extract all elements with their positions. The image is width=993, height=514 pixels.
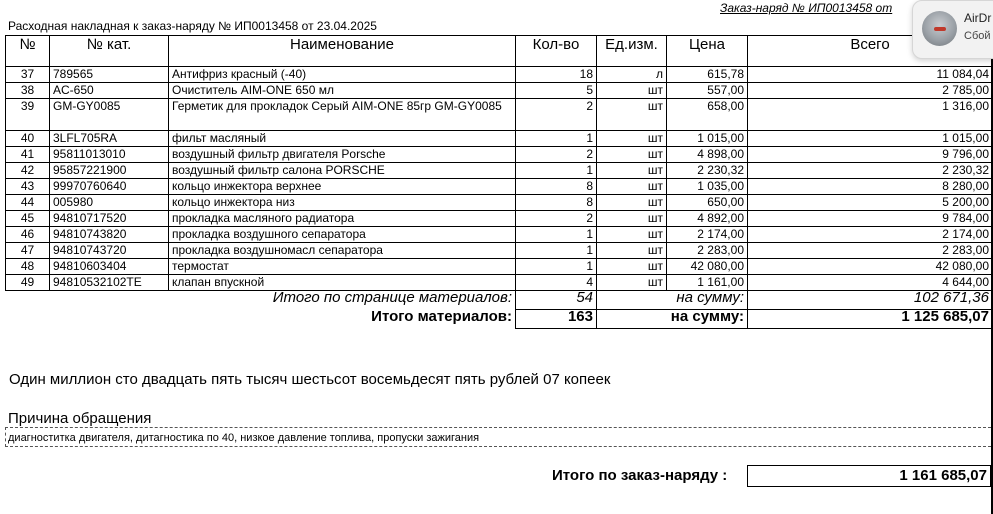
quantity: 8	[516, 179, 597, 195]
row-number: 39	[6, 99, 50, 131]
unit: шт	[597, 131, 667, 147]
quantity: 8	[516, 195, 597, 211]
quantity: 1	[516, 243, 597, 259]
item-name: Герметик для прокладок Серый AIM-ONE 85гр GM-GY0085	[169, 99, 516, 131]
line-total: 1 015,00	[748, 131, 993, 147]
total-summary-row	[6, 310, 993, 329]
quantity: 4	[516, 275, 597, 291]
quantity: 5	[516, 83, 597, 99]
price: 4 898,00	[667, 147, 748, 163]
col-header-catalog: № кат.	[50, 36, 169, 67]
table-row	[6, 195, 993, 211]
unit: шт	[597, 195, 667, 211]
line-total: 11 084,04	[748, 67, 993, 83]
item-name: термостат	[169, 259, 516, 275]
price: 2 283,00	[667, 243, 748, 259]
table-header-row	[6, 36, 993, 67]
line-total: 2 230,32	[748, 163, 993, 179]
unit: шт	[597, 211, 667, 227]
reason-text: диагноститка двигателя, дитагностика по 40, низкое давление топлива, пропуски зажигания	[5, 427, 991, 447]
item-name: Антифриз красный (-40)	[169, 67, 516, 83]
total-summary-sum: 1 125 685,07	[748, 310, 993, 329]
row-number: 41	[6, 147, 50, 163]
item-name: Очиститель AIM-ONE 650 мл	[169, 83, 516, 99]
item-name: прокладка масляного радиатора	[169, 211, 516, 227]
catalog-number: GM-GY0085	[50, 99, 169, 131]
grand-total-label: Итого по заказ-наряду :	[552, 467, 728, 484]
line-total: 2 174,00	[748, 227, 993, 243]
line-total: 9 784,00	[748, 211, 993, 227]
page-summary-row	[6, 291, 993, 310]
item-name: кольцо инжектора верхнее	[169, 179, 516, 195]
row-number: 42	[6, 163, 50, 179]
table-row	[6, 179, 993, 195]
line-total: 9 796,00	[748, 147, 993, 163]
unit: шт	[597, 243, 667, 259]
unit: шт	[597, 99, 667, 131]
row-number: 43	[6, 179, 50, 195]
row-number: 46	[6, 227, 50, 243]
catalog-number: 94810717520	[50, 211, 169, 227]
page-summary-sum-label: на сумму:	[597, 291, 748, 310]
price: 4 892,00	[667, 211, 748, 227]
catalog-number: 789565	[50, 67, 169, 83]
catalog-number: 95857221900	[50, 163, 169, 179]
item-name: воздушный фильтр двигателя Porsche	[169, 147, 516, 163]
page-border	[991, 35, 993, 514]
line-total: 42 080,00	[748, 259, 993, 275]
table-row	[6, 259, 993, 275]
price: 658,00	[667, 99, 748, 131]
quantity: 2	[516, 147, 597, 163]
total-summary-label: Итого материалов:	[371, 309, 512, 325]
line-total: 5 200,00	[748, 195, 993, 211]
order-reference: Заказ-наряд № ИП0013458 от	[720, 1, 893, 15]
unit: шт	[597, 227, 667, 243]
unit: шт	[597, 147, 667, 163]
table-row	[6, 99, 993, 131]
catalog-number: 3LFL705RA	[50, 131, 169, 147]
catalog-number: 99970760640	[50, 179, 169, 195]
col-header-qty: Кол-во	[516, 36, 597, 67]
unit: шт	[597, 275, 667, 291]
col-header-price: Цена	[667, 36, 748, 67]
unit: шт	[597, 179, 667, 195]
quantity: 2	[516, 99, 597, 131]
reason-label: Причина обращения	[8, 410, 152, 427]
page-summary-qty: 54	[516, 291, 597, 310]
notification-subtitle: Сбой	[964, 30, 991, 42]
unit: шт	[597, 83, 667, 99]
row-number: 38	[6, 83, 50, 99]
row-number: 44	[6, 195, 50, 211]
catalog-number: AC-650	[50, 83, 169, 99]
catalog-number: 005980	[50, 195, 169, 211]
line-total: 1 316,00	[748, 99, 993, 131]
catalog-number: 95811013010	[50, 147, 169, 163]
table-row	[6, 211, 993, 227]
row-number: 47	[6, 243, 50, 259]
notification-thumbnail-icon	[922, 11, 957, 46]
catalog-number: 94810743820	[50, 227, 169, 243]
document-title: Расходная накладная к заказ-наряду № ИП0013458 от 23.04.2025	[8, 19, 377, 33]
col-header-name: Наименование	[169, 36, 516, 67]
item-name: клапан впускной	[169, 275, 516, 291]
table-row	[6, 147, 993, 163]
row-number: 49	[6, 275, 50, 291]
quantity: 2	[516, 211, 597, 227]
line-total: 8 280,00	[748, 179, 993, 195]
line-total: 2 785,00	[748, 83, 993, 99]
table-row	[6, 83, 993, 99]
price: 1 035,00	[667, 179, 748, 195]
unit: шт	[597, 259, 667, 275]
table-row	[6, 131, 993, 147]
item-name: фильт масляный	[169, 131, 516, 147]
total-summary-qty: 163	[516, 310, 597, 329]
page-summary-label: Итого по странице материалов:	[272, 290, 512, 306]
page-summary-sum: 102 671,36	[748, 291, 993, 310]
items-table	[5, 35, 993, 329]
col-header-total: Всего	[748, 36, 993, 67]
price: 650,00	[667, 195, 748, 211]
table-row	[6, 163, 993, 179]
quantity: 1	[516, 163, 597, 179]
quantity: 1	[516, 259, 597, 275]
table-row	[6, 275, 993, 291]
quantity: 18	[516, 67, 597, 83]
item-name: прокладка воздушномасл сепаратора	[169, 243, 516, 259]
price: 1 161,00	[667, 275, 748, 291]
price: 557,00	[667, 83, 748, 99]
notification-title: AirDr	[964, 11, 992, 25]
unit: шт	[597, 163, 667, 179]
amount-in-words: Один миллион сто двадцать пять тысяч шестьсот восемьдесят пять рублей 07 копеек	[9, 371, 611, 388]
line-total: 4 644,00	[748, 275, 993, 291]
col-header-unit: Ед.изм.	[597, 36, 667, 67]
catalog-number: 94810743720	[50, 243, 169, 259]
row-number: 40	[6, 131, 50, 147]
line-total: 2 283,00	[748, 243, 993, 259]
catalog-number: 94810532102TE	[50, 275, 169, 291]
row-number: 45	[6, 211, 50, 227]
unit: л	[597, 67, 667, 83]
row-number: 48	[6, 259, 50, 275]
grand-total-value: 1 161 685,07	[747, 465, 991, 487]
col-header-number: №	[6, 36, 50, 67]
table-row	[6, 243, 993, 259]
airdrop-notification[interactable]	[912, 0, 993, 59]
total-summary-sum-label: на сумму:	[597, 310, 748, 329]
table-row	[6, 227, 993, 243]
item-name: прокладка воздушного сепаратора	[169, 227, 516, 243]
quantity: 1	[516, 227, 597, 243]
item-name: кольцо инжектора низ	[169, 195, 516, 211]
catalog-number: 94810603404	[50, 259, 169, 275]
price: 615,78	[667, 67, 748, 83]
quantity: 1	[516, 131, 597, 147]
price: 2 174,00	[667, 227, 748, 243]
item-name: воздушный фильтр салона PORSCHE	[169, 163, 516, 179]
price: 1 015,00	[667, 131, 748, 147]
price: 42 080,00	[667, 259, 748, 275]
price: 2 230,32	[667, 163, 748, 179]
row-number: 37	[6, 67, 50, 83]
table-row	[6, 67, 993, 83]
